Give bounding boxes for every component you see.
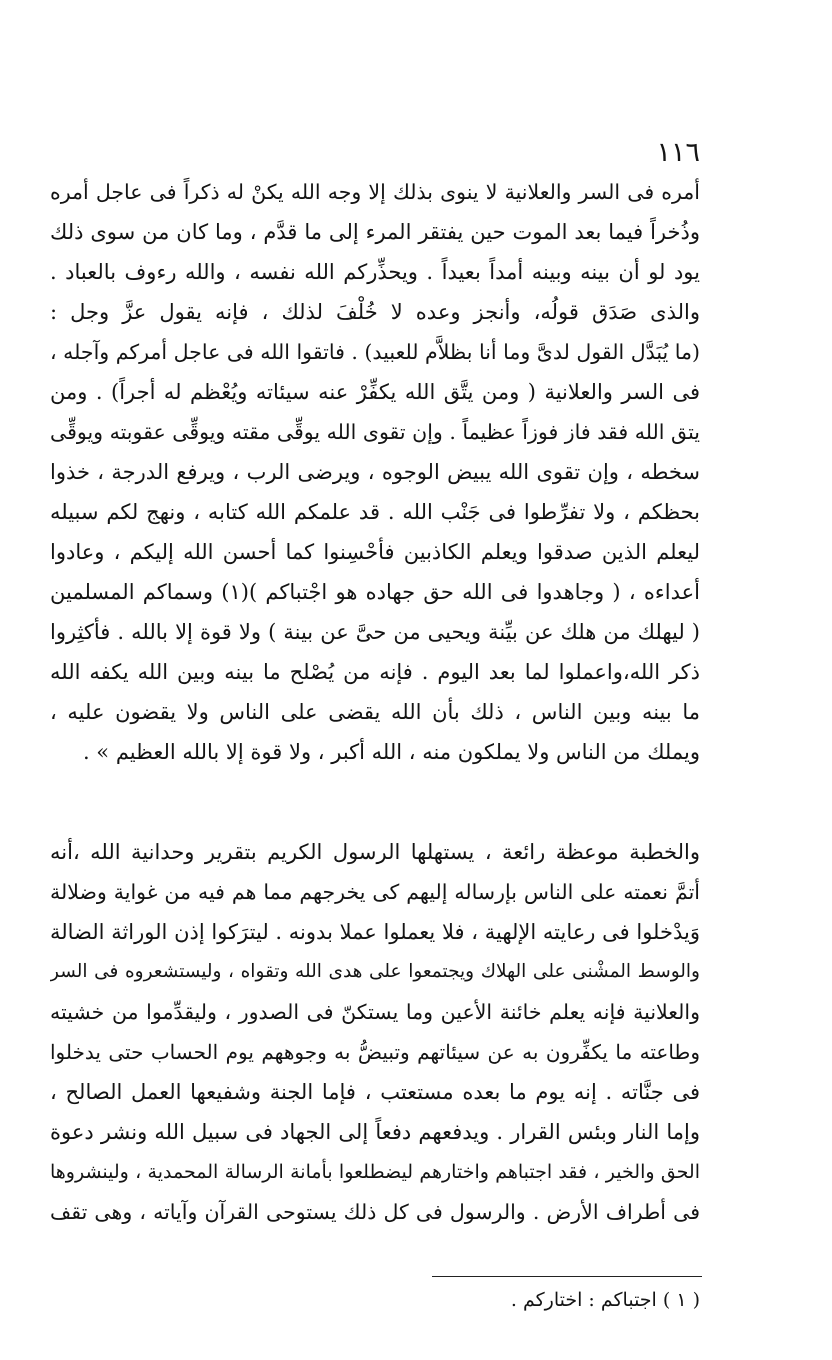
text-line: ويملك من الناس ولا يملكون منه ، الله أكبر ، ولا قوة إلا بالله العظيم » . bbox=[82, 740, 700, 764]
text-line: (ما يُبَدَّل القول لدىَّ وما أنا بظلاَّم للعبيد) . فاتقوا الله فى عاجل أمركم وآجله ، bbox=[50, 340, 700, 364]
text-line: أمره فى السر والعلانية لا ينوى بذلك إلا وجه الله يكنْ له ذكراً فى عاجل أمره bbox=[50, 180, 700, 204]
text-line: فى السر والعلانية ( ومن يتَّق الله يكفِّرْ عنه سيئاته ويُعْظم له أجراً) . ومن bbox=[50, 380, 700, 404]
text-line: وذُخراً فيما بعد الموت حين يفتقر المرء إلى ما قدَّم ، وما كان من سوى ذلك bbox=[50, 220, 700, 244]
text-line: فى جنَّاته . إنه يوم ما بعده مستعتب ، فإما الجنة وشفيعها العمل الصالح ، bbox=[50, 1080, 700, 1104]
text-line: أعداءه ، ( وجاهدوا فى الله حق جهاده هو اجْتباكم )(١) وسماكم المسلمين bbox=[50, 580, 700, 604]
text-line: يتق الله فقد فاز فوزاً عظيماً . وإن تقوى الله يوقِّى مقته ويوقِّى عقوبته ويوقِّى bbox=[50, 420, 700, 444]
text-line: ما بينه وبين الناس ، ذلك بأن الله يقضى على الناس ولا يقضون عليه ، bbox=[50, 700, 700, 724]
text-line: يود لو أن بينه وبينه أمداً بعيداً . ويحذِّركم الله نفسه ، والله رءوف بالعباد . bbox=[50, 260, 700, 284]
paragraph-2 bbox=[50, 832, 700, 1232]
text-line: ( ليهلك من هلك عن بيِّنة ويحيى من حىَّ عن بينة ) ولا قوة إلا بالله . فأكثِروا bbox=[50, 620, 700, 644]
text-line: والخطبة موعظة رائعة ، يستهلها الرسول الكريم بتقرير وحدانية الله ،أنه bbox=[50, 840, 700, 864]
text-line: والعلانية فإنه يعلم خائنة الأعين وما يستكنّ فى الصدور ، وليقدِّموا من خشيته bbox=[50, 1000, 700, 1024]
text-line: والذى صَدَق قولُه، وأنجز وعده لا خُلْفَ لذلك ، فإنه يقول عزَّ وجل : bbox=[50, 300, 700, 324]
text-line: ليعلم الذين صدقوا ويعلم الكاذبين فأحْسِنوا كما أحسن الله إليكم ، وعادوا bbox=[50, 540, 700, 564]
text-line: بحظكم ، ولا تفرِّطوا فى جَنْب الله . قد علمكم الله كتابه ، ونهج لكم سبيله bbox=[50, 500, 700, 524]
page-number: ١١٦ bbox=[656, 137, 700, 168]
text-line: وَيدْخلوا فى رعايته الإلهية ، فلا يعملوا عملا بدونه . ليترَكوا إذن الوراثة الضالة bbox=[50, 920, 700, 944]
text-line: والوسط المشْنى على الهلاك ويجتمعوا على هدى الله وتقواه ، وليستشعروه فى السر bbox=[50, 961, 700, 982]
footnote-divider bbox=[432, 1276, 702, 1277]
text-line: الحق والخير ، فقد اجتباهم واختارهم ليضطلعوا بأمانة الرسالة المحمدية ، ولينشروها bbox=[50, 1161, 700, 1183]
text-line: أتمَّ نعمته على الناس بإرساله إليهم كى يخرجهم مما هم فيه من غواية وضلالة bbox=[50, 880, 700, 904]
text-line: ذكر الله،واعملوا لما بعد اليوم . فإنه من يُصْلح ما بينه وبين الله يكفه الله bbox=[50, 660, 700, 684]
text-line: فى أطراف الأرض . والرسول فى كل ذلك يستوحى القرآن وآياته ، وهى تقف bbox=[50, 1200, 700, 1224]
paragraph-1 bbox=[50, 172, 700, 772]
footnote: ( ١ ) اجتباكم : اختاركم . bbox=[510, 1289, 700, 1311]
text-line: سخطه ، وإن تقوى الله يبيض الوجوه ، ويرضى الرب ، ويرفع الدرجة ، خذوا bbox=[50, 460, 700, 484]
text-line: وإما النار وبئس القرار . ويدفعهم دفعاً إلى الجهاد فى سبيل الله ونشر دعوة bbox=[50, 1120, 700, 1144]
text-line: وطاعته ما يكفِّرون به عن سيئاتهم وتبيضُّ به وجوههم يوم الحساب حتى يدخلوا bbox=[50, 1040, 700, 1064]
